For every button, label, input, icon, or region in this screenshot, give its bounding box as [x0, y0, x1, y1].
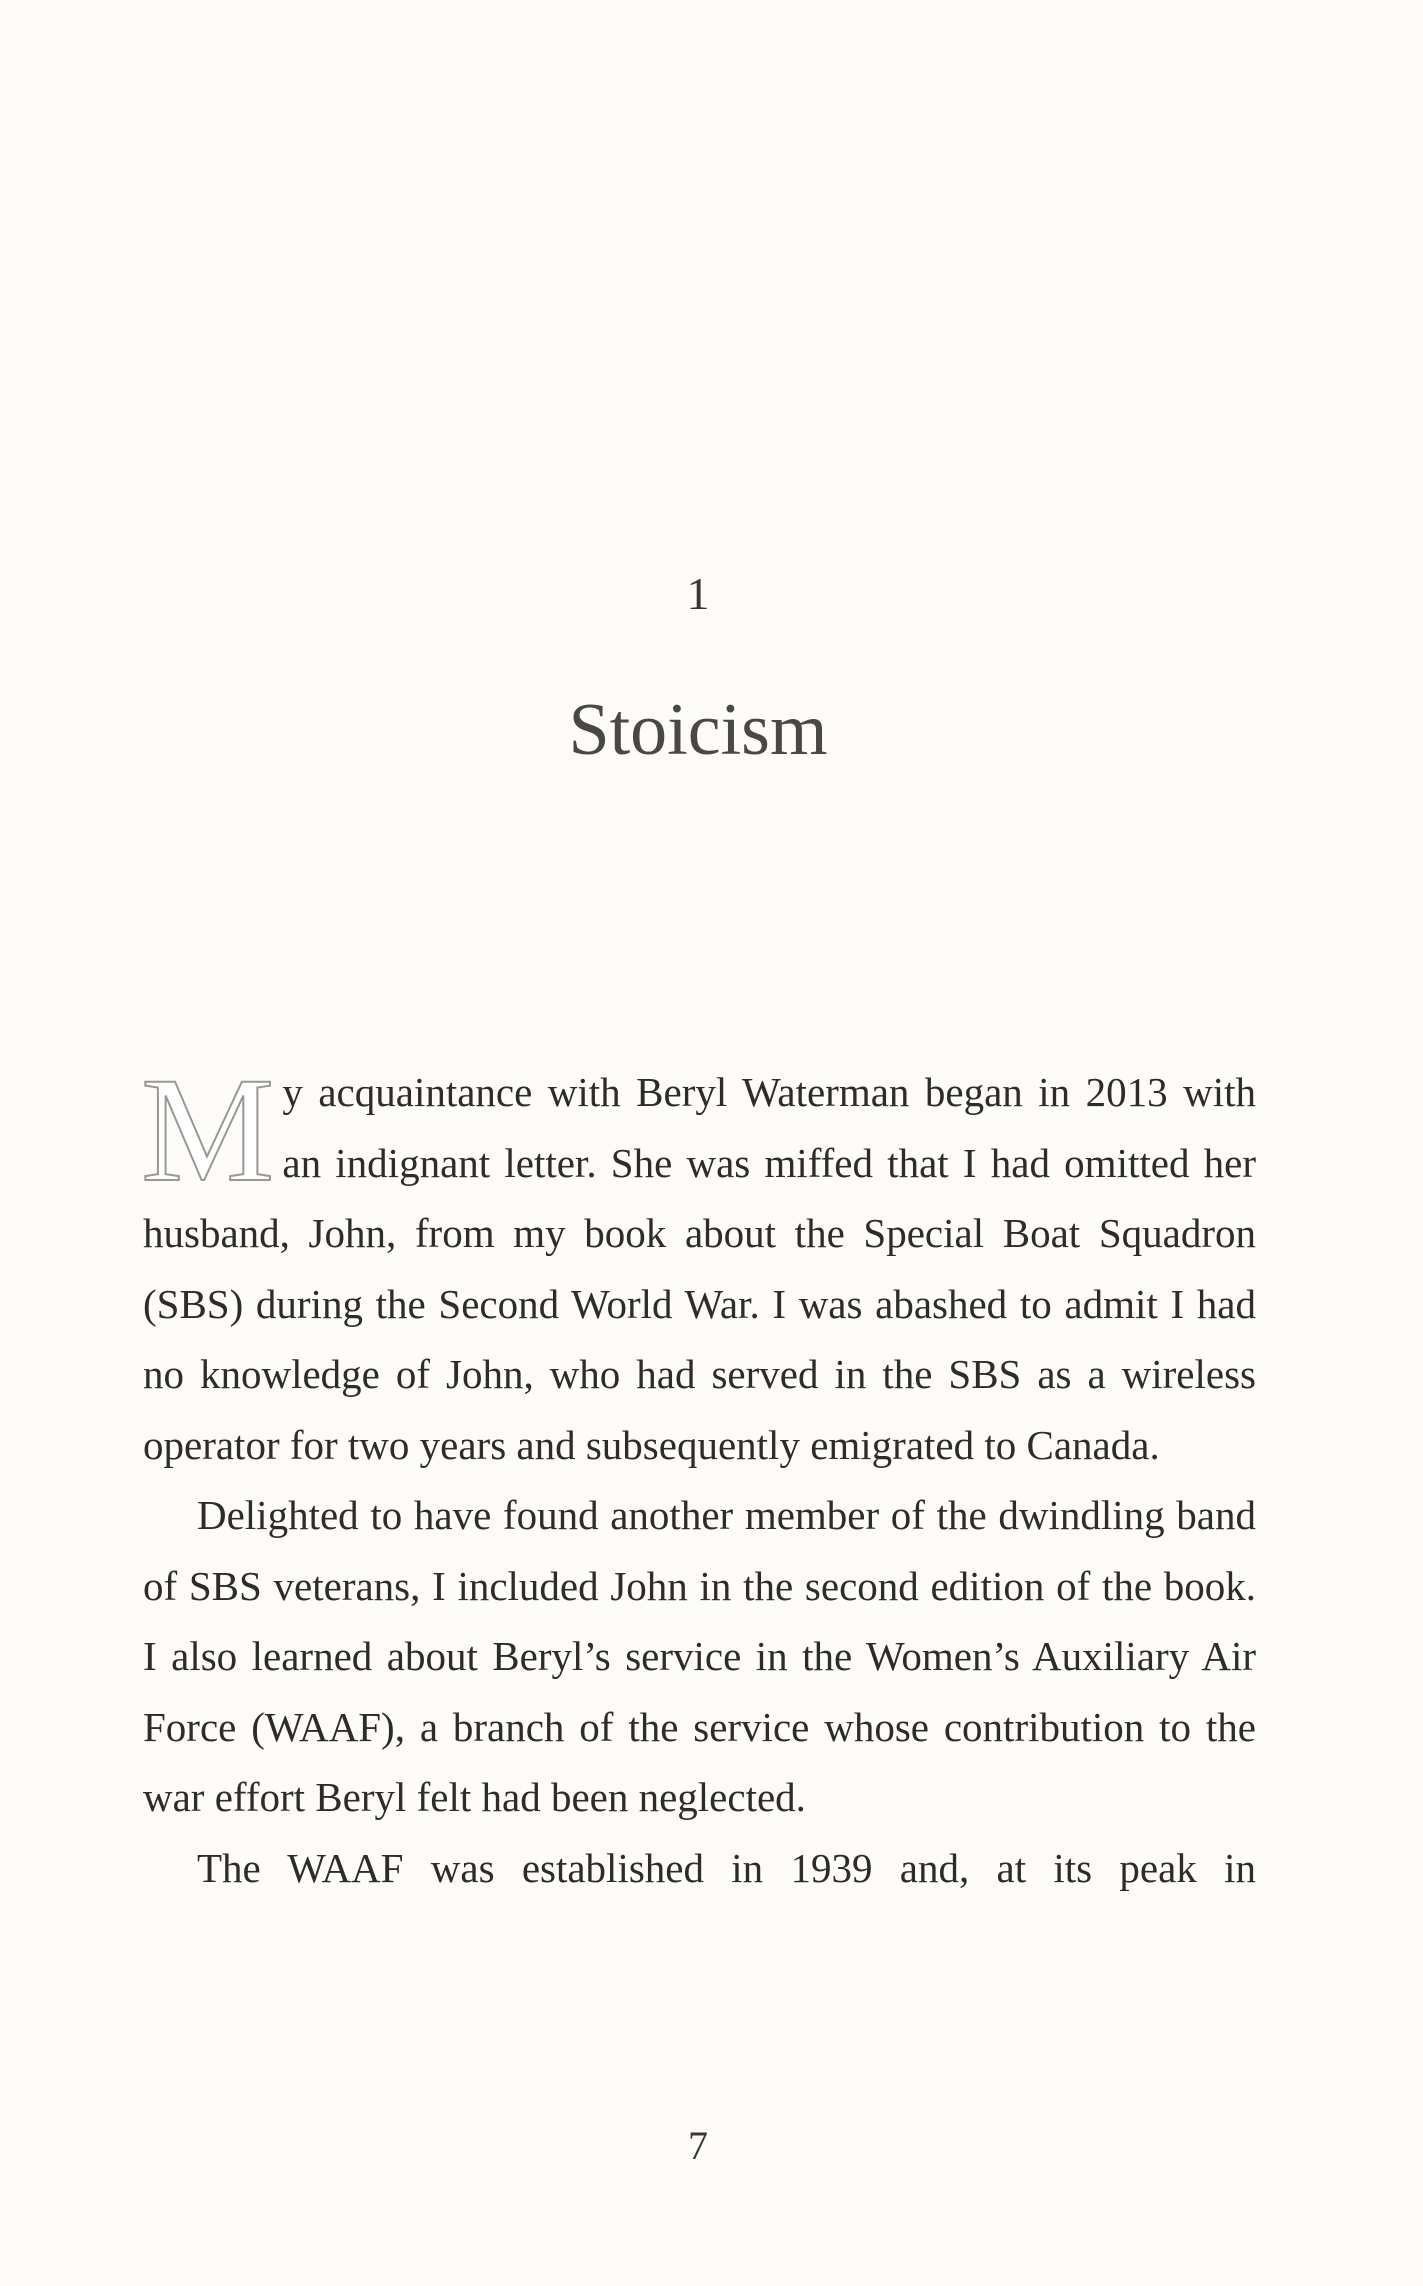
chapter-body: [141, 1047, 1256, 1903]
paragraph-2-text: Delighted to have found another member of the dwindling band of SBS veterans, I included John in the second edition of the book. I also learned about Beryl’s service in the Women’s Auxiliary Air Force (WAAF), a branch of the service whose contribution to the war effort Beryl felt had been neglected.: [143, 1492, 1256, 1820]
chapter-title: Stoicism: [568, 689, 828, 771]
drop-cap-letter: M: [141, 1047, 275, 1213]
paragraph-3: [143, 1833, 1256, 1904]
chapter-number: 1: [686, 568, 710, 619]
paragraph-1-text: y acquaintance with Beryl Waterman began in 2013 with an indignant letter. She was miffed that I had omitted her husband, John, from my book about the Special Boat Squadron (SBS) during the Second World War. I was abashed to admit I had no knowledge of John, who had served in the SBS as a wireless operator for two years and subsequently emigrated to Canada.: [143, 1069, 1256, 1468]
paragraph-2: [143, 1480, 1256, 1833]
paragraph-1: [141, 1047, 1256, 1480]
paragraph-3-text: The WAAF was established in 1939 and, at its peak in: [197, 1844, 1256, 1891]
page-number: 7: [688, 2123, 708, 2168]
